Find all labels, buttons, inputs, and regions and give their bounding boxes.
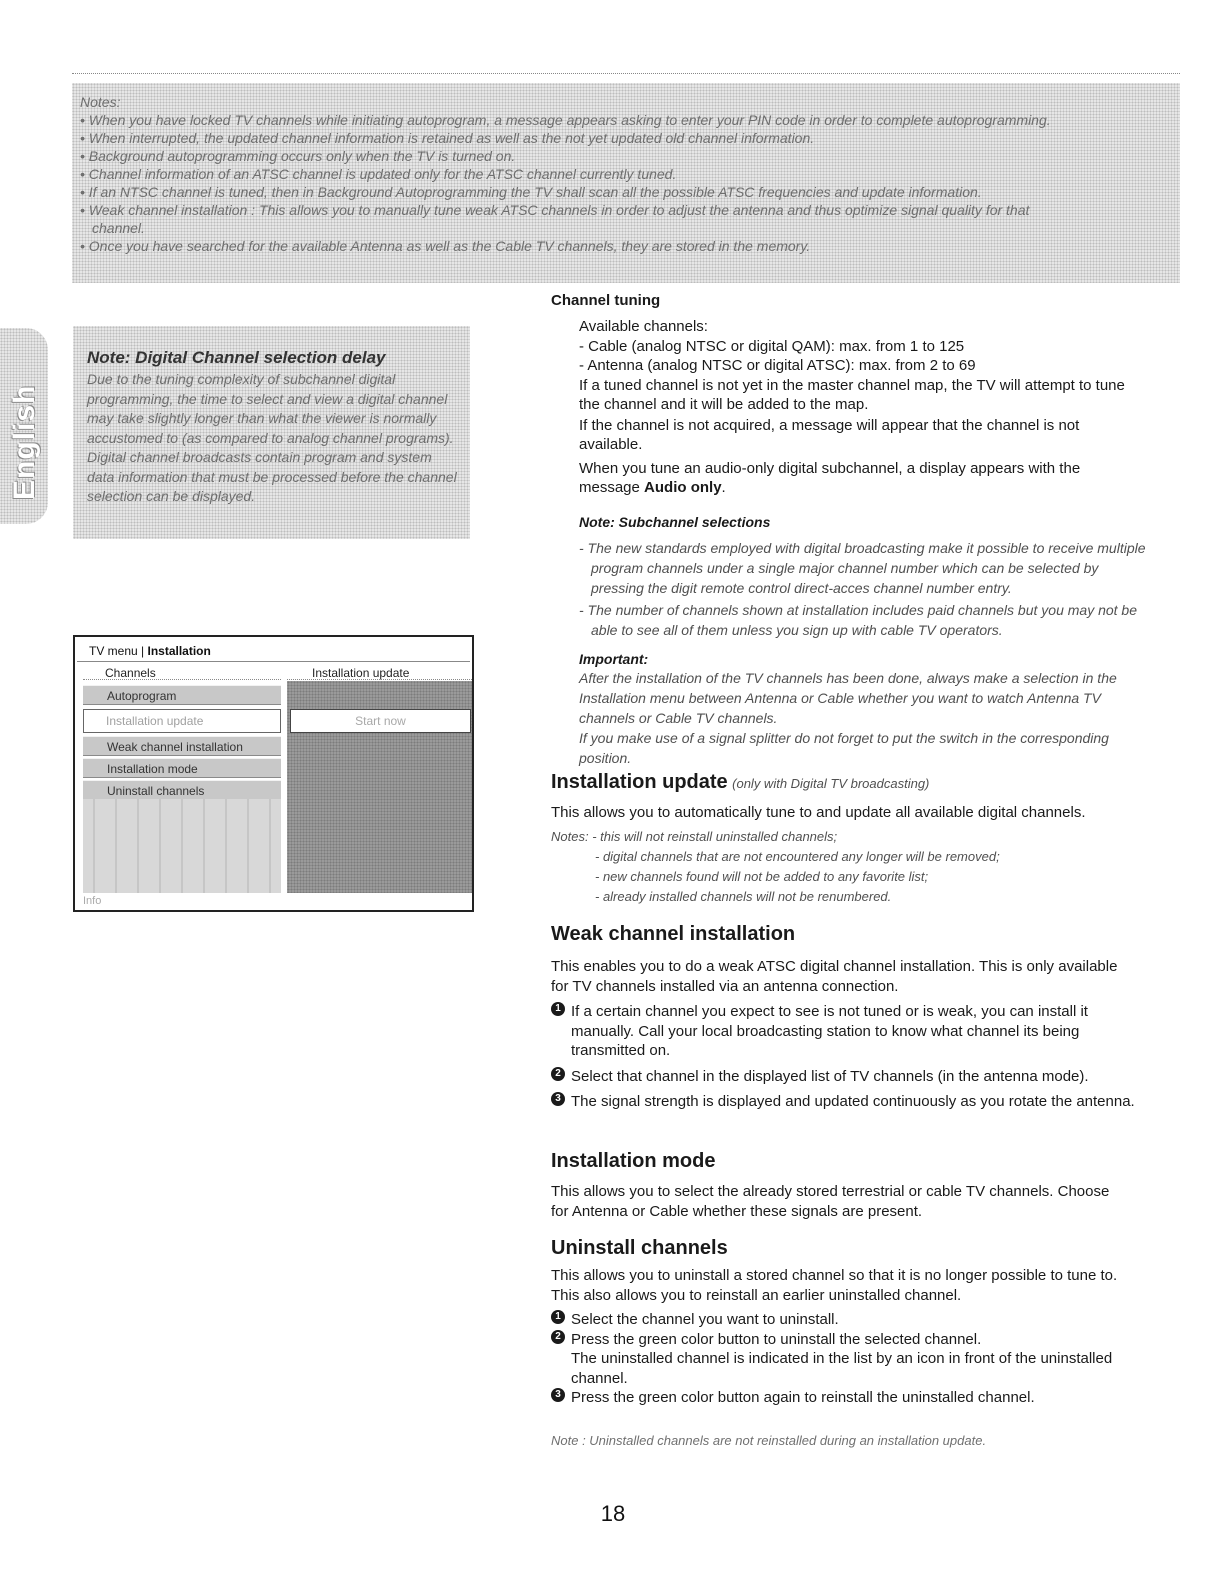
delay-note-para: Digital channel broadcasts contain program and system data information that must be processed before the channel selection can be displayed. xyxy=(87,449,457,504)
uninstall-steps xyxy=(551,1310,1141,1408)
subchannel-note-heading: Note: Subchannel selections xyxy=(579,514,771,530)
paragraph: If a tuned channel is not yet in the master channel map, the TV will attempt to tune the channel and it will be added to the map. xyxy=(579,376,1125,413)
period: . xyxy=(721,479,726,496)
update-note: - already installed channels will not be renumbered. xyxy=(595,889,892,904)
paragraph: If the channel is not acquired, a message will appear that the channel is not available. xyxy=(579,416,1080,453)
installation-update-qualifier: (only with Digital TV broadcasting) xyxy=(732,776,930,791)
installation-update-notes xyxy=(551,827,1151,907)
step-text: If a certain channel you expect to see is not tuned or is weak, you can install it manually. Call your local broadcasting station to know what channel its being transmitted on. xyxy=(571,1003,1088,1059)
step xyxy=(551,1067,1141,1087)
important-heading: Important: xyxy=(579,651,649,667)
step xyxy=(551,1388,1141,1408)
important-note: If you make use of a signal splitter do not forget to put the switch in the corresponding position. xyxy=(579,730,1109,766)
step xyxy=(551,1002,1141,1061)
installation-update-heading-row xyxy=(551,771,1171,794)
step-text: Select that channel in the displayed list of TV channels (in the antenna mode). xyxy=(571,1067,1089,1085)
language-tab xyxy=(0,328,48,524)
menu-empty-slots xyxy=(83,799,281,893)
important-note: After the installation of the TV channels has been done, always make a selection in the Installation menu between Antenna or Cable whether you want to watch Antenna TV channels or Cable TV channels. xyxy=(579,670,1117,726)
breadcrumb xyxy=(89,644,211,658)
antenna-range: - Antenna (analog NTSC or digital ATSC): max. from 2 to 69 xyxy=(579,357,976,374)
notes-line: Notes: xyxy=(80,94,121,110)
step-number-icon: 1 xyxy=(551,1310,565,1324)
audio-only-label: Audio only xyxy=(644,479,722,496)
subchannel-notes xyxy=(579,538,1149,640)
notes-line: • If an NTSC channel is tuned, then in Background Autoprogramming the TV shall scan all the possible ATSC frequencies and update information. xyxy=(80,184,982,200)
notes-label: Notes: xyxy=(551,829,593,844)
step xyxy=(551,1310,1141,1330)
menu-item-installation-update[interactable]: Installation update xyxy=(83,709,281,733)
step-number-icon: 2 xyxy=(551,1067,565,1081)
delay-note-box xyxy=(73,326,470,539)
installation-update-heading: Installation update xyxy=(551,771,728,793)
menu-item-installation-mode[interactable]: Installation mode xyxy=(83,758,281,778)
info-bar: Info xyxy=(83,895,102,907)
step-line: Press the green color button to uninstall the selected channel. xyxy=(571,1330,982,1348)
column-divider xyxy=(83,679,281,680)
step-text: Press the green color button again to reinstall the uninstalled channel. xyxy=(571,1389,1035,1406)
column-divider xyxy=(287,679,472,680)
step-text xyxy=(571,1330,1141,1389)
menu-item-weak-channel-installation[interactable]: Weak channel installation xyxy=(83,736,281,756)
update-note: - this will not reinstall uninstalled channels; xyxy=(592,829,838,844)
weak-channel-steps xyxy=(551,1002,1141,1112)
notes-line: • When you have locked TV channels while initiating autoprogram, a message appears asking to enter your PIN code in order to complete autoprogramming. xyxy=(80,112,1051,128)
step-number-icon: 3 xyxy=(551,1092,565,1106)
subchannel-note: - The number of channels shown at installation includes paid channels but you may not be able to see all of them unless you sign up with cable TV operators. xyxy=(579,602,1138,638)
delay-note-title: Note: Digital Channel selection delay xyxy=(87,348,386,367)
audio-only-text: When you tune an audio-only digital subchannel, a display appears with the message xyxy=(579,459,1081,496)
paragraph xyxy=(579,459,1139,498)
breadcrumb-installation: Installation xyxy=(147,644,211,658)
step-number-icon: 1 xyxy=(551,1002,565,1016)
step-number-icon: 3 xyxy=(551,1388,565,1402)
notes-line: • Once you have searched for the available Antenna as well as the Cable TV channels, they are stored in the memory. xyxy=(80,238,811,254)
step-text: Select the channel you want to uninstall. xyxy=(571,1311,839,1328)
notes-line: • Weak channel installation : This allows you to manually tune weak ATSC channels in order to adjust the antenna and thus optimize signal quality for that xyxy=(80,202,1030,218)
top-divider xyxy=(72,73,1180,74)
step xyxy=(551,1330,1141,1389)
notes-box xyxy=(72,83,1180,283)
update-note: - digital channels that are not encountered any longer will be removed; xyxy=(595,849,1000,864)
notes-line: • Background autoprogramming occurs only when the TV is turned on. xyxy=(80,148,516,164)
channel-tuning-heading: Channel tuning xyxy=(551,292,661,309)
step xyxy=(551,1092,1141,1112)
notes-line: • Channel information of an ATSC channel is updated only for the ATSC channel currently tuned. xyxy=(80,166,677,182)
tv-menu-screenshot xyxy=(73,635,474,912)
step-line: The uninstalled channel is indicated in the list by an icon in front of the uninstalled channel. xyxy=(571,1350,1113,1387)
breadcrumb-separator: | xyxy=(137,644,148,658)
uninstall-text: This allows you to uninstall a stored channel so that it is no longer possible to tune to. This also allows you to reinstall an earlier uninstalled channel. xyxy=(551,1267,1118,1304)
subchannel-note: - The new standards employed with digital broadcasting make it possible to receive multiple program channels under a single major channel number which can be selected by pressing the digit remote control direct-acces channel number entry. xyxy=(579,540,1146,596)
channel-tuning-body xyxy=(579,317,1139,498)
page-number: 18 xyxy=(600,1501,626,1526)
step-number-icon: 2 xyxy=(551,1330,565,1344)
notes-line: • When interrupted, the updated channel information is retained as well as the not yet updated old channel information. xyxy=(80,130,815,146)
start-now-button[interactable]: Start now xyxy=(290,709,471,733)
menu-header-divider xyxy=(77,661,470,662)
cable-range: - Cable (analog NTSC or digital QAM): max. from 1 to 125 xyxy=(579,337,965,355)
installation-update-text: This allows you to automatically tune to and update all available digital channels. xyxy=(551,804,1086,821)
available-channels: Available channels: xyxy=(579,318,708,335)
breadcrumb-tv-menu: TV menu xyxy=(89,644,138,658)
uninstall-heading: Uninstall channels xyxy=(551,1237,728,1259)
installation-mode-text: This allows you to select the already stored terrestrial or cable TV channels. Choose for Antenna or Cable whether these signals are present. xyxy=(551,1183,1110,1220)
installation-mode-heading: Installation mode xyxy=(551,1150,716,1172)
menu-item-uninstall-channels[interactable]: Uninstall channels xyxy=(83,780,281,800)
step-text: The signal strength is displayed and updated continuously as you rotate the antenna. xyxy=(571,1093,1135,1110)
notes-line: channel. xyxy=(92,220,145,236)
update-note: - new channels found will not be added to any favorite list; xyxy=(595,869,929,884)
delay-note-para: Due to the tuning complexity of subchannel digital programming, the time to select and view a digital channel may take slightly longer than what the viewer is normally accustomed to (as compared to analog channel programs). xyxy=(87,371,454,446)
language-tab-label: English xyxy=(8,384,41,500)
important-notes xyxy=(579,668,1139,768)
weak-channel-heading: Weak channel installation xyxy=(551,923,796,945)
column-header-channels: Channels xyxy=(105,666,156,680)
uninstall-note: Note : Uninstalled channels are not reinstalled during an installation update. xyxy=(551,1433,987,1448)
column-header-installation-update: Installation update xyxy=(312,666,410,680)
menu-item-autoprogram[interactable]: Autoprogram xyxy=(83,685,281,705)
weak-channel-text: This enables you to do a weak ATSC digital channel installation. This is only available for TV channels installed via an antenna connection. xyxy=(551,958,1118,995)
